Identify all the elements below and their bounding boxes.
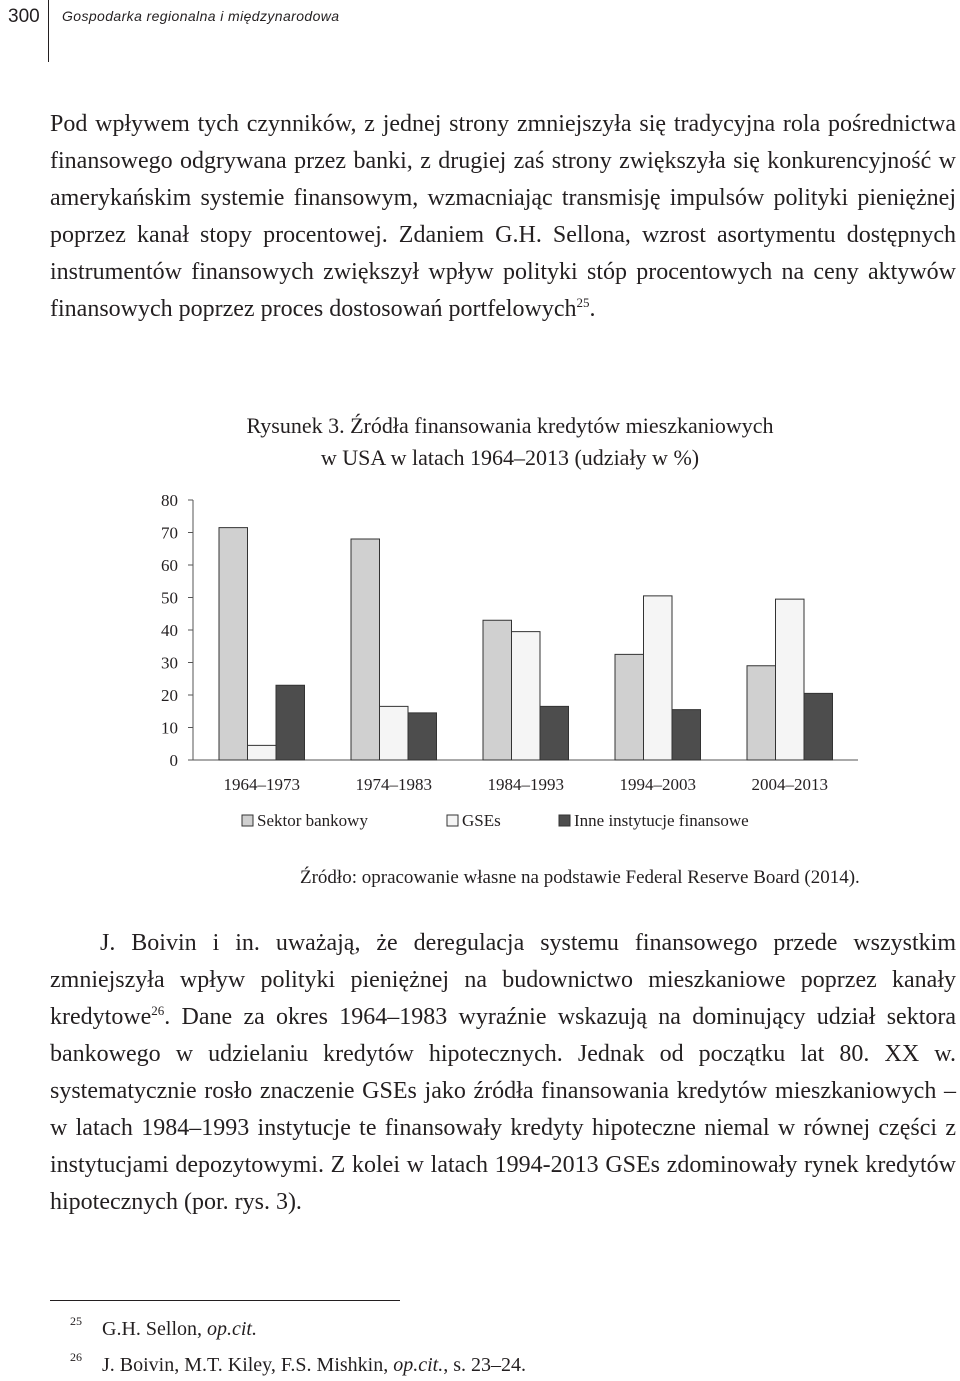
footnote-author: J. Boivin, M.T. Kiley, F.S. Mishkin, [102,1354,394,1376]
bar [776,599,805,760]
y-tick-label: 20 [161,686,178,705]
figure-caption-line-2: w USA w latach 1964–2013 (udziały w %) [320,445,700,470]
paragraph-2 [50,925,956,1221]
bar [380,706,409,760]
footnote-tail: , s. 23–24. [443,1354,527,1376]
legend-label: GSEs [462,811,501,830]
legend-label: Inne instytucje finansowe [574,811,749,830]
footnote-ref-25: 25 [576,295,590,310]
x-tick-label: 2004–2013 [751,775,828,794]
bar-chart [0,480,960,850]
footnote-opcit: op.cit. [393,1354,444,1376]
y-tick-label: 80 [161,491,178,510]
page-number: 300 [8,6,40,27]
bar [512,632,541,760]
paragraph-1-end: . [589,296,596,322]
x-tick-label: 1994–2003 [619,775,696,794]
bar [540,706,569,760]
y-tick-label: 70 [161,523,178,543]
legend-swatch [559,815,570,826]
bar [351,539,380,760]
y-tick-label: 40 [161,621,178,640]
footnote-number: 26 [70,1350,82,1364]
legend-label: Sektor bankowy [257,811,368,830]
bar [644,596,673,760]
paragraph-1-text: Pod wpływem tych czynników, z jednej strony zmniejszyła się tradycyjna rola pośrednictwa finansowego odgrywana przez banki, z drugiej zaś strony zwiększyła się konkurencyjność w amerykańskim systemie finansowym, wzmacniając transmisję impulsów polityki pieniężnej poprzez kanał stopy procentowej. Zdaniem G.H. Sellona, wzrost asortymentu dostępnych instrumentów finansowych zwiększył wpływ polityki stóp procentowych na ceny aktywów finansowych poprzez proces dostosowań portfelowych [50,111,956,322]
footnote-opcit: op.cit. [207,1318,257,1340]
bar [483,620,512,760]
y-tick-label: 50 [161,588,178,608]
footnote-text [102,1318,257,1341]
x-tick-label: 1974–1983 [355,775,432,794]
x-tick-label: 1964–1973 [223,775,300,794]
bar [804,693,833,760]
bar [219,528,248,760]
paragraph-2-text-a: J. Boivin i in. uważają, że deregulacja systemu finansowego przede wszystkim zmniejszyła wpływ polityki pieniężnej na budownictwo mieszkaniowe poprzez kanały kredytowe [50,930,956,1030]
bar [408,713,437,760]
bar [276,685,305,760]
footnote-author: G.H. Sellon, [102,1318,207,1340]
bar [747,666,776,760]
x-tick-label: 1984–1993 [487,775,564,794]
bar [672,710,701,760]
legend-swatch [447,815,458,826]
figure-caption [170,410,850,474]
y-tick-label: 30 [161,653,178,673]
bar [248,745,277,760]
y-tick-label: 60 [161,556,178,575]
footnote-text [102,1354,526,1377]
y-tick-label: 0 [169,751,178,770]
paragraph-1 [50,106,956,328]
figure-caption-line-1: Rysunek 3. Źródła finansowania kredytów mieszkaniowych [246,413,774,438]
bar [615,654,644,760]
legend-swatch [242,815,253,826]
header-divider [48,0,49,62]
footnote-number: 25 [70,1314,82,1328]
footnote-ref-26: 26 [151,1003,165,1018]
y-tick-label: 10 [161,718,178,738]
paragraph-2-text-b: . Dane za okres 1964–1983 wyraźnie wskazują na dominujący udział sektora bankowego w udzielaniu kredytów hipotecznych. Jednak od początku lat 80. XX w. systematycznie rosło znaczenie GSEs jako źródła finansowania kredytów mieszkaniowych – w latach 1984–1993 instytucje te finansowały kredyty hipoteczne niemal w równej części z instytucjami depozytowymi. Z kolei w latach 1994-2013 GSEs zdominowały rynek kredytów hipotecznych (por. rys. 3). [50,1004,956,1215]
running-title: Gospodarka regionalna i międzynarodowa [62,8,340,24]
figure-source: Źródło: opracowanie własne na podstawie Federal Reserve Board (2014). [300,867,860,888]
footnote-divider [50,1300,400,1301]
